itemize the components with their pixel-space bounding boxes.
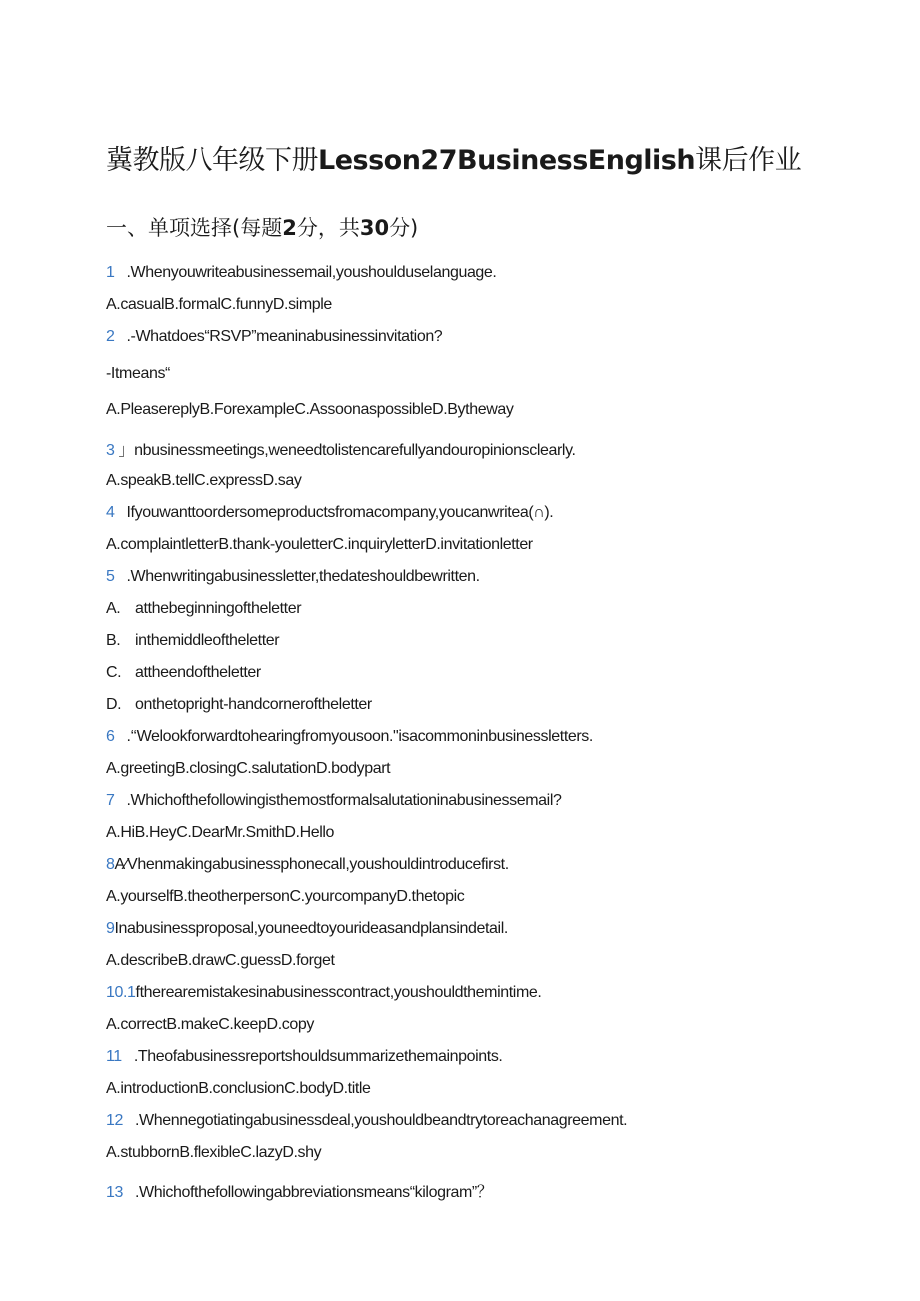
question-line (106, 328, 442, 346)
section-points-each: 2 (282, 216, 297, 240)
line-text: inthemiddleoftheletter (135, 632, 280, 649)
line-text: attheendoftheletter (135, 664, 261, 681)
line-text: A.greetingB.closingC.salutationD.bodypart (106, 760, 391, 777)
line-text: A.stubbornB.flexibleC.lazyD.shy (106, 1144, 322, 1161)
answer-options (106, 472, 302, 490)
question-line (106, 1179, 492, 1202)
line-text: .Whenwritingabusinessletter,thedateshouldbewritten. (126, 568, 480, 585)
line-text: .-Whatdoes“RSVP”meaninabusinessinvitation? (126, 328, 443, 345)
option-line (106, 696, 372, 714)
question-line (106, 856, 509, 874)
question-number: 2 (106, 328, 115, 345)
option-line (106, 664, 261, 682)
section-heading (106, 212, 418, 242)
line-text: atthebeginningoftheletter (135, 600, 302, 617)
option-letter: A. (106, 600, 121, 617)
line-text: 」nbusinessmeetings,weneedtolistencarefullyandouropinionsclearly. (118, 442, 576, 459)
answer-options (106, 952, 335, 970)
line-text: .Theofabusinessreportshouldsummarizethemainpoints. (133, 1048, 503, 1065)
question-number: 13 (106, 1184, 123, 1201)
line-text: Ifyouwanttoordersomeproductsfromacompany,youcanwritea(∩). (126, 504, 554, 521)
answer-options (106, 296, 332, 314)
question-number: 8 (106, 856, 115, 873)
line-text: A.HiB.HeyC.DearMr.SmithD.Hello (106, 824, 335, 841)
question-number: 6 (106, 728, 115, 745)
line-text: onthetopright-handcorneroftheletter (135, 696, 372, 713)
option-letter: C. (106, 664, 122, 681)
line-text: A.complaintletterB.thank-youletterC.inquiryletterD.invitationletter (106, 536, 533, 553)
line-text: .Whichofthefollowingisthemostformalsalutationinabusinessemail? (126, 792, 562, 809)
question-line (106, 1112, 627, 1130)
question-number: 4 (106, 504, 115, 521)
line-text: .Whennegotiatingabusinessdeal,youshouldbeandtrytoreachanagreement. (135, 1112, 628, 1129)
question-line (106, 1048, 502, 1066)
page-title (106, 138, 801, 177)
line-text: ftherearemistakesinabusinesscontract,youshouldthemintime. (135, 984, 542, 1001)
question-line (106, 920, 508, 938)
line-text: A.correctB.makeC.keepD.copy (106, 1016, 314, 1033)
line-text: Inabusinessproposal,youneedtoyourideasandplansindetail. (114, 920, 508, 937)
question-line (106, 437, 576, 460)
question-line (106, 264, 496, 282)
line-text: .Whichofthefollowingabbreviationsmeans“kilogram”？ (135, 1184, 493, 1201)
title-lesson: Lesson27BusinessEnglish (318, 145, 696, 176)
option-line (106, 600, 301, 618)
answer-options (106, 1016, 314, 1034)
question-line (106, 792, 562, 810)
answer-options (106, 365, 170, 383)
answer-options (106, 760, 390, 778)
section-heading-pre: 一、单项选择(每题 (106, 216, 283, 240)
option-line (106, 632, 279, 650)
section-heading-post: 分) (389, 216, 419, 240)
line-text: A.yourselfB.theotherpersonC.yourcompanyD.thetopic (106, 888, 465, 905)
question-number: 9 (106, 920, 115, 937)
question-number: 7 (106, 792, 115, 809)
line-text: A.describeB.drawC.guessD.forget (106, 952, 335, 969)
line-text: A.introductionB.conclusionC.bodyD.title (106, 1080, 371, 1097)
question-number: 12 (106, 1112, 123, 1129)
line-text: .‘‘Welookforwardtohearingfromyousoon."isacommoninbusinessletters. (126, 728, 593, 745)
question-line (106, 728, 593, 746)
line-text: A⁄Vhenmakingabusinessphonecall,youshouldintroducefirst. (114, 856, 509, 873)
line-text: A.PleasereplyB.ForexampleC.AssoonaspossibleD.Bytheway (106, 401, 514, 418)
section-heading-mid: 分，共 (296, 216, 360, 240)
question-number: 10.1 (106, 984, 136, 1001)
line-text: -Itmeans“ (106, 365, 170, 382)
option-letter: D. (106, 696, 122, 713)
line-text: .Whenyouwriteabusinessemail,youshoulduselanguage. (126, 264, 497, 281)
answer-options (106, 401, 513, 419)
line-text: A.casualB.formalC.funnyD.simple (106, 296, 332, 313)
section-points-total: 30 (359, 216, 390, 240)
question-line (106, 568, 480, 586)
answer-options (106, 888, 464, 906)
answer-options (106, 536, 533, 554)
answer-options (106, 824, 334, 842)
answer-options (106, 1144, 321, 1162)
question-line (106, 504, 553, 522)
answer-options (106, 1080, 371, 1098)
question-line (106, 984, 541, 1002)
question-number: 1 (106, 264, 115, 281)
question-number: 11 (106, 1048, 122, 1065)
title-suffix: 课后作业 (695, 145, 802, 176)
option-letter: B. (106, 632, 121, 649)
question-number: 5 (106, 568, 115, 585)
question-number: 3 (106, 442, 115, 459)
title-prefix: 冀教版八年级下册 (106, 145, 318, 176)
line-text: A.speakB.tellC.expressD.say (106, 472, 302, 489)
